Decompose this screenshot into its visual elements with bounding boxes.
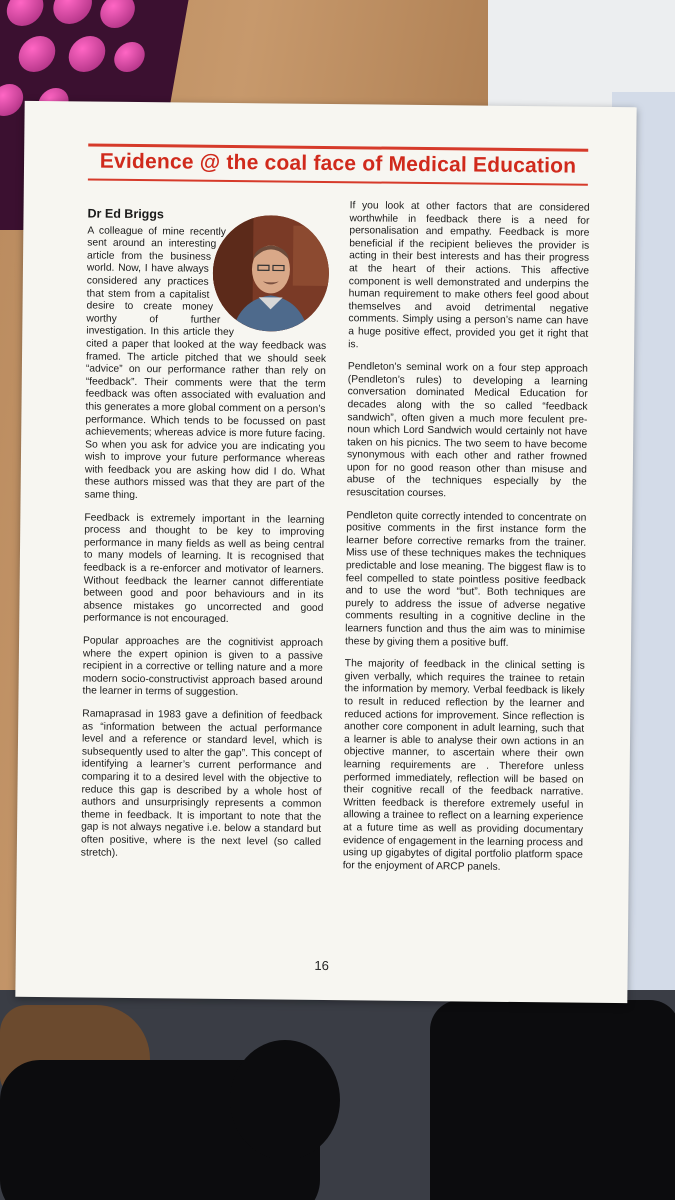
right-paragraph-1: If you look at other factors that are considered worthwhile in feedback there is a need for personalisation and empathy. Feedback is more beneficial if the recipient believes the provider is acting in their best interests and has their progress at the heart of their actions. This affective component is well demonstrated and underpins the human requirement to make others feel good about themselves and avoid detrimental negative comments. Simply using a person’s name can have a huge positive effect, provided you get it right that is. [348, 200, 590, 350]
right-paragraph-4: The majority of feedback in the clinical setting is given verbally, which requires the trainee to retain the information by memory. Verbal feedback is likely to result in reduced reflection by the learner and reduced actions for improvement. Since reflection is another core component in adult learning, such that a learner is able to analyse their own actions in an objective manner, to ascertain where their own learning requirements are . Therefore unless performed immediately, reflection will be based on their cognitive recall of the feedback narrative. Written feedback is therefore extremely useful in allowing a trainee to reflect on a learning experience at a future time as well as providing documentary evidence of engagement in the learning process and using up gigabytes of digital portfolio platform space for the enjoyment of ARCP panels. [342, 658, 585, 873]
pink-dot [4, 0, 46, 26]
right-column [343, 200, 590, 885]
right-paragraph-2: Pendleton’s seminal work on a four step approach (Pendleton’s rules) to developing a learning conversation dominated Medical Education for decades along with the so called “feedback sandwich”, often given a much more feculent pre-noun which Lord Sandwich would certainly not have taken on his picnics. The two seem to have become synonymous with each other and rather frowned upon for no good reason other than misuse and abuse of the techniques especially by the resuscitation courses. [346, 361, 588, 500]
black-trouser-leg [430, 1000, 675, 1200]
left-paragraph-4: Ramaprasad in 1983 gave a definition of feedback as “information between the actual performance level and a reference or standard level, which is subsequently used to alter the gap”. This concept of identifying a learner’s current performance and comparing it to a desired level with the objective to reduce this gap is described by a whole host of authors and unsurprisingly represents a common theme in feedback. It is important to note that the gap is not always negative i.e. below a standard but often positive, where is the next level (so called stretch). [80, 708, 323, 859]
left-paragraph-3: Popular approaches are the cognitivist approach where the expert opinion is given to a passive recipient in a corrective or telling nature and a more modern socio-constructivist approach based around the learner in terms of suggestion. [82, 635, 324, 699]
right-paragraph-3: Pendleton quite correctly intended to concentrate on positive comments in the first instance form the learner before corrective remarks from the trainer. Miss use of these techniques makes the techniques predictable and lose meaning. The biggest flaw is to feel compelled to state pointless positive feedback and to use the word “but”. Both techniques are purely to address the issue of adverse negative comments resulting in a cognitive decline in the learners function and thus the aim was to minimise these by giving them a positive buff. [345, 509, 587, 649]
pink-dot [112, 42, 147, 72]
black-shoe-toe [230, 1040, 340, 1160]
pink-dot [50, 0, 95, 24]
magazine-page [15, 101, 636, 1003]
article-title: Evidence @ the coal face of Medical Education [99, 149, 577, 178]
left-column [81, 207, 328, 872]
author-name: Dr Ed Briggs [87, 206, 165, 222]
author-portrait [212, 214, 329, 331]
page-number: 16 [314, 957, 329, 974]
author-portrait-drawing [212, 214, 329, 331]
left-paragraph-2: Feedback is extremely important in the learning process and thought to be key to improving performance in many fields as well as being central to many models of learning. It is recognised that feedback is a re-enforcer and motivator of learners. Without feedback the learner cannot differentiate between good and poor behaviours and in its absence mistakes go uncorrected and good performance is not encouraged. [83, 512, 325, 626]
left-paragraph-1: A colleague of mine recently sent around an interesting article from the business world. Now, I have always considered any practices that stem from a capitalist desire to create money worthy of further investigation. In this article they cited a paper that looked at the way feedback was framed. The article pitched that we should seek “advice” on our performance rather than rely on “feedback”. Their comments were that the term feedback was often associated with evaluation and this generates a more global comment on a person’s performance. Which tends to be focussed on past achievements; whereas advice is more future facing. So when you ask for advice you are indicating you wish to improve your future performance whereas with feedback you are asking how did I do. What these authors missed was that they are part of the same thing. [84, 225, 327, 502]
pink-dot [16, 36, 58, 72]
pink-dot [66, 36, 108, 72]
pink-dot [98, 0, 138, 28]
pink-dot [0, 84, 26, 116]
